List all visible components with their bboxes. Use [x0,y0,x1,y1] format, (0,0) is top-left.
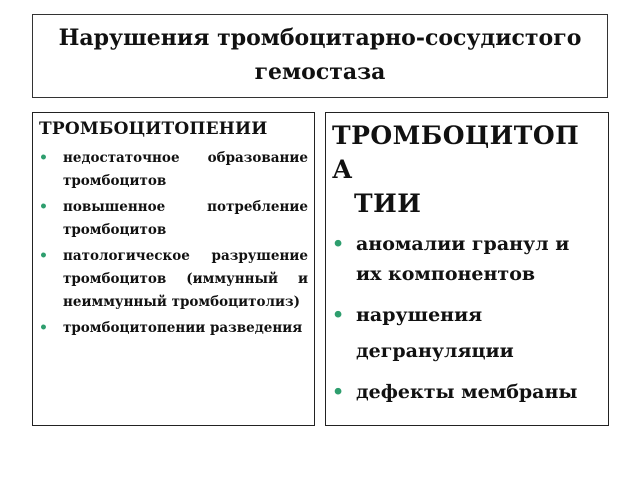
thrombocytopenia-heading: ТРОМБОЦИТОПЕНИИ [39,119,268,139]
list-item [39,196,308,242]
bullet-icon: • [39,320,48,336]
list-item [39,147,308,193]
list-item-text: нарушения дегрануляции [356,304,514,362]
slide-title-line-1: Нарушения тромбоцитарно-сосудистого [58,25,582,51]
thrombocytopenia-panel [32,112,315,426]
list-item-text: недостаточное образование тромбоцитов [63,150,308,189]
thrombocytopathy-list [332,229,600,407]
bullet-icon: • [39,150,48,166]
bullet-icon: • [39,199,48,215]
thrombocytopathy-panel [325,112,609,426]
bullet-icon: • [332,304,345,326]
list-item-text: тромбоцитопении разведения [63,320,303,336]
slide-title-line-2: гемостаза [254,59,386,85]
thrombocytopathy-heading-part-2: ТИИ [354,189,422,218]
bullet-icon: • [39,248,48,264]
thrombocytopathy-heading-part-1: ТРОМБОЦИТОПА [332,121,580,184]
bullet-icon: • [332,233,345,255]
list-item-text: дефекты мембраны [356,381,578,403]
list-item [39,317,308,340]
list-item-text: повышенное потребление тромбоцитов [63,199,308,238]
thrombocytopenia-list [39,147,308,340]
slide-title-box [32,14,608,98]
list-item-text: патологическое разрушение тромбоцитов (иммунный и неиммунный тромбоцитолиз) [63,248,308,310]
list-item [39,245,308,314]
list-item [332,297,600,369]
thrombocytopathy-heading [332,119,600,221]
list-item [332,229,600,289]
bullet-icon: • [332,381,345,403]
list-item [332,377,600,407]
list-item-text: аномалии гранул и их компонентов [356,233,570,285]
